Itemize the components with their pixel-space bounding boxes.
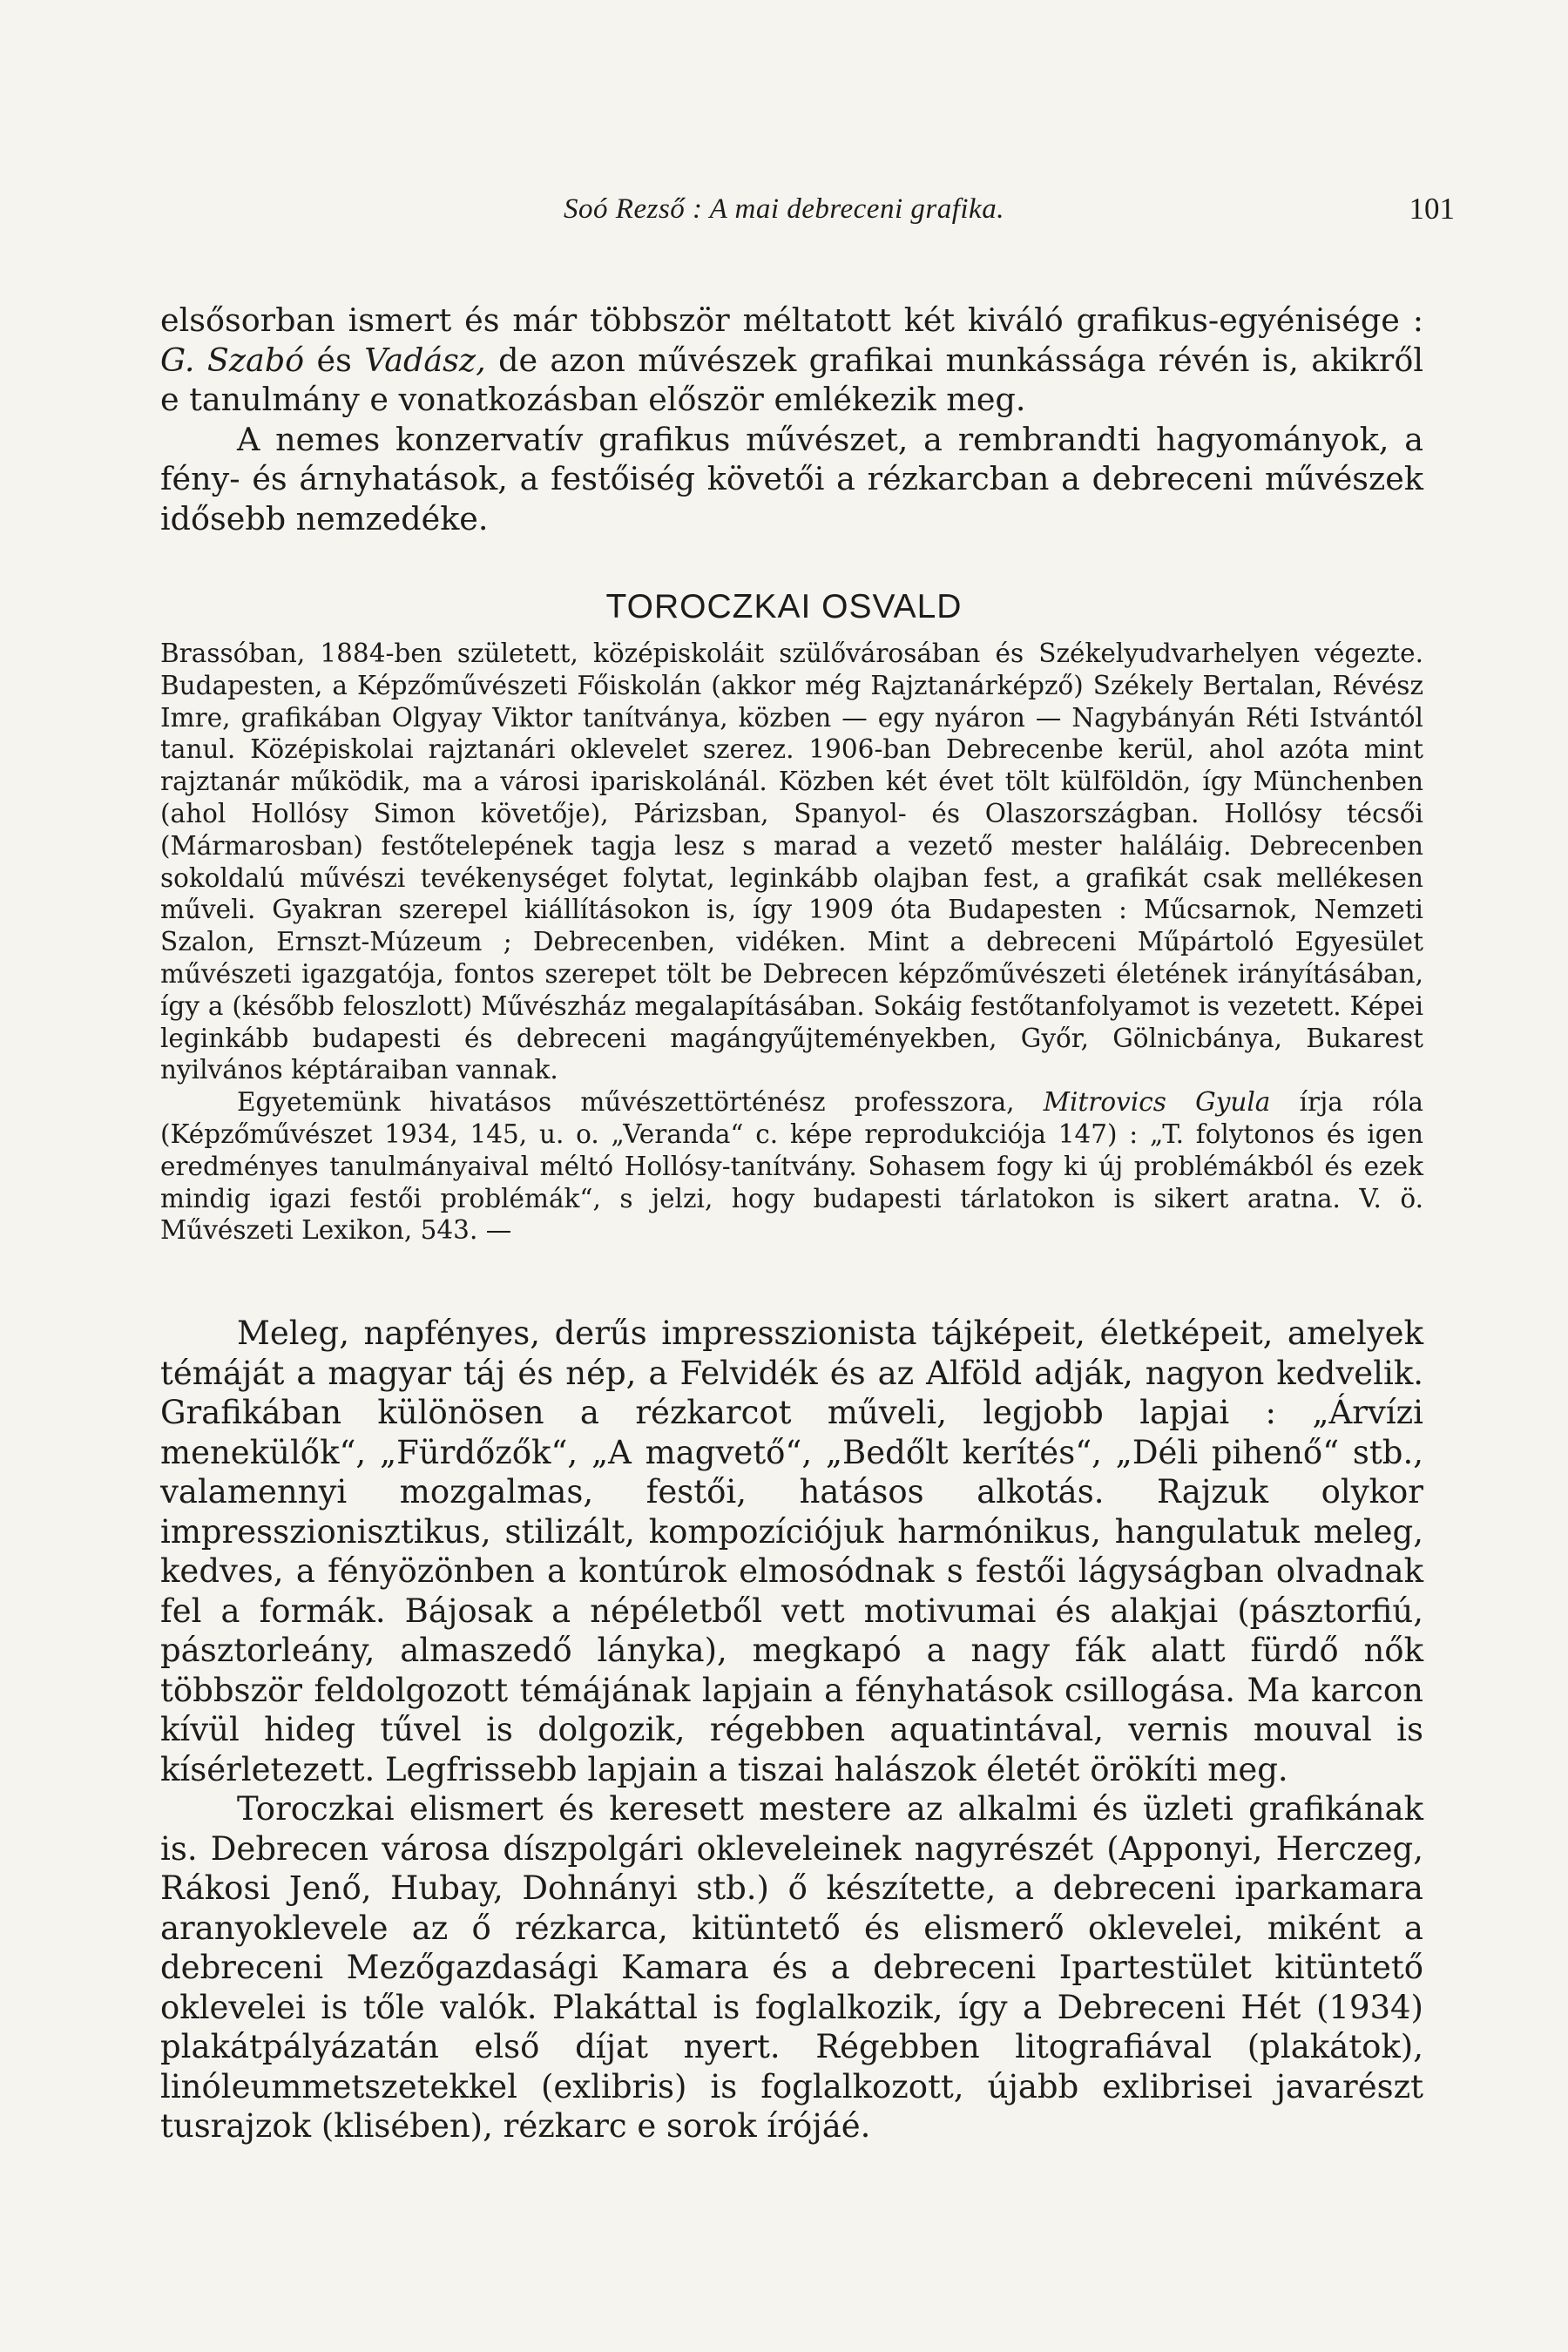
- bio-paragraph-2: [160, 1086, 1423, 1247]
- intro-p1-and: és: [304, 341, 365, 379]
- intro-p1-rest: de azon művészek grafikai munkássága révén is, akikről e tanulmány e vonatkozásban először emlékezik meg.: [160, 341, 1423, 418]
- intro-p1-text: elsősorban ismert és már többször méltatott két kiváló grafikus-egyénisége :: [160, 301, 1423, 339]
- page-number: 101: [1409, 192, 1455, 226]
- name-g-szabo: G. Szabó: [160, 341, 305, 379]
- main-paragraph-1: Meleg, napfényes, derűs impresszionista tájképeit, életképeit, amelyek témáját a magyar táj és nép, a Felvidék és az Alföld adják, nagyon kedvelik. Grafikában különösen a rézkarcot műveli, legjobb lapjai : „Árvízi menekülők“, „Fürdőzők“, „A magvető“, „Bedőlt kerítés“, „Déli pihenő“ stb., valamennyi mozgalmas, festői, hatásos alkotás. Rajzuk olykor impresszionisztikus, stilizált, kompozíciójuk harmónikus, hangulatuk meleg, kedves, a fényözönben a kontúrok elmosódnak s festői lágyságban olvadnak fel a formák. Bájosak a népéletből vett motivumai és alakjai (pásztorfiú, pásztorleány, almaszedő lányka), megkapó a nagy fák alatt fürdő nők többször feldolgozott témájának lapjain a fényhatások csillogása. Ma karcon kívül hideg tűvel is dolgozik, régebben aquatintával, vernis mouval is kísérletezett. Legfrissebb lapjain a tiszai halászok életét örökíti meg.: [160, 1315, 1423, 1788]
- name-vadasz: Vadász,: [364, 341, 486, 379]
- main-paragraph-2: Toroczkai elismert és keresett mestere az alkalmi és üzleti grafikának is. Debrecen városa díszpolgári okleveleinek nagyrészét (Apponyi, Herczeg, Rákosi Jenő, Hubay, Dohnányi stb.) ő készítette, a debreceni iparkamara aranyoklevele az ő rézkarca, kitüntető és elismerő oklevelei, miként a debreceni Mezőgazdasági Kamara és a debreceni Ipartestület kitüntető oklevelei is tőle valók. Plakáttal is foglalkozik, így a Debreceni Hét (1934) plakátpályázatán első díjat nyert. Régebben litografiával (plakátok), linóleummetszetekkel (exlibris) is foglalkozott, újabb exlibrisei javarészt tusrajzok (klisében), rézkarc e sorok írójáé.: [160, 1790, 1423, 2145]
- bio-p2-start: Egyetemünk hivatásos művészettörténész professzora,: [237, 1087, 1044, 1118]
- intro-paragraph-2: A nemes konzervatív grafikus művészet, a rembrandti hagyományok, a fény- és árnyhatások, a festőiség követői a rézkarcban a debreceni művészek idősebb nemzedéke.: [160, 420, 1423, 537]
- main-text: [160, 1314, 1423, 2146]
- biography-text: [160, 638, 1423, 1247]
- intro-paragraph-1: [160, 301, 1423, 420]
- bio-p2-rest: írja róla (Képzőművészet 1934, 145, u. o. „Veranda“ c. képe reprodukciója 147) : „T. folytonos és igen eredményes tanulmányaival méltó Hollósy-tanítvány. Sohasem fogy ki új problémákból és ezek mindig igazi festői problémák“, s jelzi, hogy budapesti tárlatokon is sikert aratna. V. ö. Művészeti Lexikon, 543. —: [160, 1087, 1423, 1246]
- running-title: Soó Rezső : A mai debreceni grafika.: [564, 193, 1004, 225]
- name-mitrovics-gyula: Mitrovics Gyula: [1043, 1087, 1271, 1118]
- bio-paragraph-1: Brassóban, 1884-ben született, középiskoláit szülővárosában és Székelyudvarhelyen végezte. Budapesten, a Képzőművészeti Főiskolán (akkor még Rajztanárképző) Székely Bertalan, Révész Imre, grafikában Olgyay Viktor tanítványa, közben — egy nyáron — Nagybányán Réti Istvántól tanul. Középiskolai rajztanári oklevelet szerez. 1906-ban Debrecenbe kerül, ahol azóta mint rajztanár működik, ma a városi ipariskolánál. Közben két évet tölt külföldön, így Münchenben (ahol Hollósy Simon követője), Párizsban, Spanyol- és Olaszországban. Hollósy técsői (Mármarosban) festőtelepének tagja lesz s marad a vezető mester haláláig. Debrecenben sokoldalú művészi tevékenységet folytat, leginkább olajban fest, a grafikát csak mellékesen műveli. Gyakran szerepel kiállításokon is, így 1909 óta Budapesten : Műcsarnok, Nemzeti Szalon, Ernszt-Múzeum ; Debrecenben, vidéken. Mint a debreceni Műpártoló Egyesület művészeti igazgatója, fontos szerepet tölt be Debrecen képzőművészeti életének irányításában, így a (később feloszlott) Művészház megalapításában. Sokáig festőtanfolyamot is vezetett. Képei leginkább budapesti és debreceni magángyűjteményekben, Győr, Gölnicbánya, Bukarest nyilvános képtáraiban vannak.: [160, 639, 1423, 1085]
- section-heading: TOROCZKAI OSVALD: [605, 588, 963, 625]
- intro-text: [160, 301, 1423, 538]
